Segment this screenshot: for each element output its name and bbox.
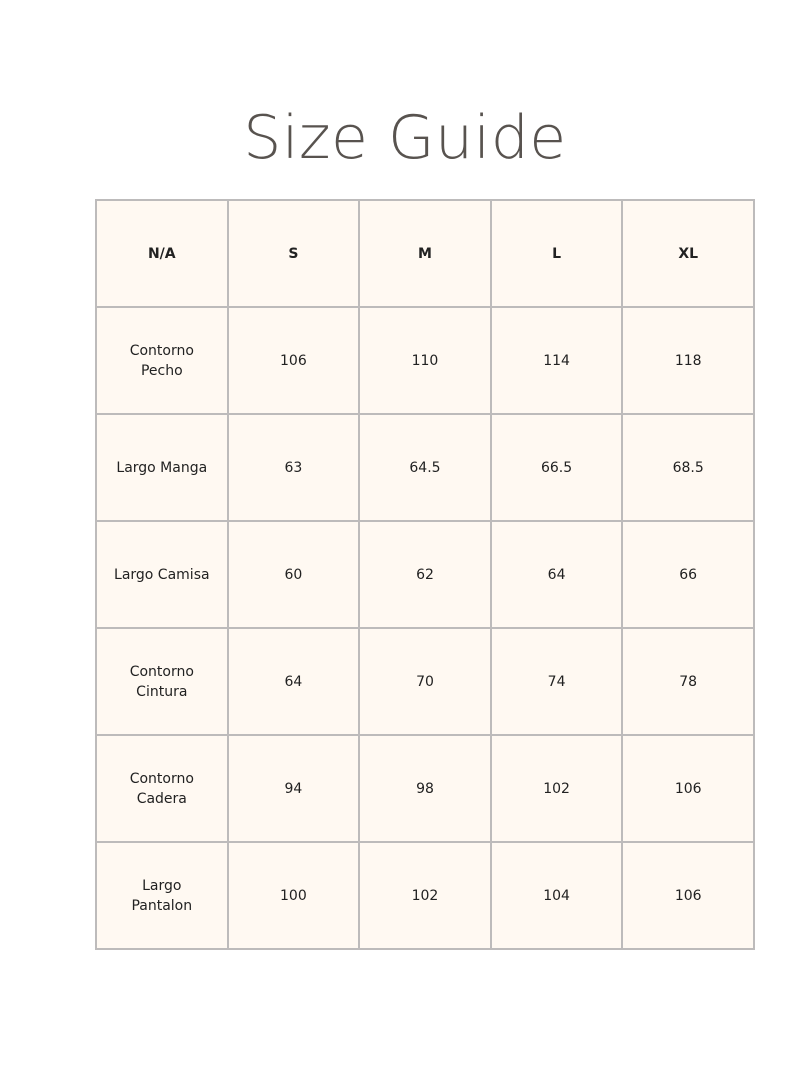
header-cell-m: M	[359, 200, 491, 307]
value-cell: 106	[622, 842, 754, 949]
row-label-cell	[96, 735, 228, 842]
value-cell: 70	[359, 628, 491, 735]
value-cell: 110	[359, 307, 491, 414]
row-label: Contorno Cadera	[129, 770, 194, 807]
value-cell: 63	[228, 414, 360, 521]
header-cell-xl: XL	[622, 200, 754, 307]
row-label-cell	[96, 842, 228, 949]
value-cell: 118	[622, 307, 754, 414]
value-cell: 66	[622, 521, 754, 628]
row-label: Contorno Cintura	[129, 663, 194, 700]
row-label-cell	[96, 521, 228, 628]
table-row	[96, 414, 754, 521]
row-label-cell	[96, 628, 228, 735]
value-cell: 64	[491, 521, 623, 628]
value-cell: 74	[491, 628, 623, 735]
header-cell-l: L	[491, 200, 623, 307]
table-row	[96, 307, 754, 414]
value-cell: 64	[228, 628, 360, 735]
value-cell: 64.5	[359, 414, 491, 521]
value-cell: 98	[359, 735, 491, 842]
value-cell: 104	[491, 842, 623, 949]
row-label: Largo Manga	[116, 459, 208, 476]
value-cell: 102	[359, 842, 491, 949]
value-cell: 94	[228, 735, 360, 842]
header-cell-s: S	[228, 200, 360, 307]
row-label-cell	[96, 414, 228, 521]
value-cell: 68.5	[622, 414, 754, 521]
value-cell: 102	[491, 735, 623, 842]
value-cell: 106	[228, 307, 360, 414]
row-label-cell	[96, 307, 228, 414]
value-cell: 78	[622, 628, 754, 735]
size-guide-table	[95, 199, 755, 950]
row-label: Contorno Pecho	[129, 342, 194, 379]
value-cell: 60	[228, 521, 360, 628]
table-row	[96, 628, 754, 735]
row-label: Largo Pantalon	[131, 877, 193, 914]
header-cell-na: N/A	[96, 200, 228, 307]
value-cell: 66.5	[491, 414, 623, 521]
page-title: Size Guide	[243, 103, 567, 173]
table-row	[96, 521, 754, 628]
table-header-row	[96, 200, 754, 307]
value-cell: 100	[228, 842, 360, 949]
value-cell: 62	[359, 521, 491, 628]
value-cell: 114	[491, 307, 623, 414]
table-row	[96, 735, 754, 842]
row-label: Largo Camisa	[114, 566, 210, 583]
table-row	[96, 842, 754, 949]
value-cell: 106	[622, 735, 754, 842]
